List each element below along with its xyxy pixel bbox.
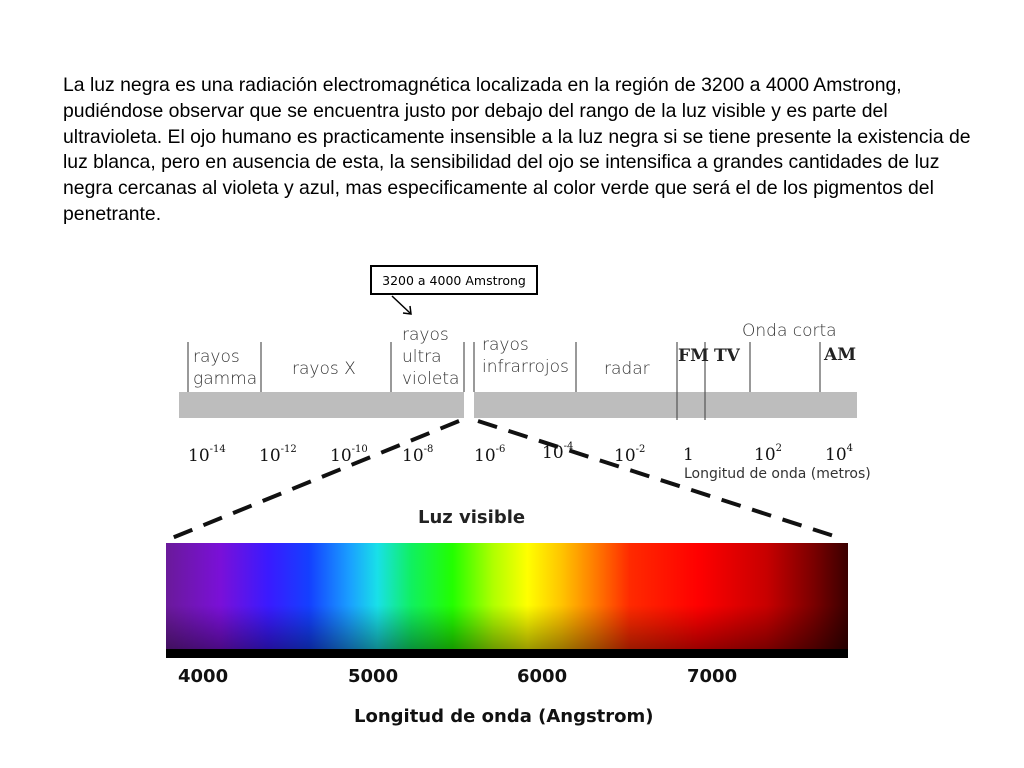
em-bar-left: [179, 392, 464, 418]
em-tick-7: $10^{-2}$: [614, 444, 646, 466]
band-label-gamma-line1: rayos: [193, 347, 240, 367]
band-label-uv-line1: rayos: [402, 325, 449, 345]
band-label-uv: [402, 325, 459, 389]
callout-arrow: [392, 296, 410, 313]
band-label-am: [823, 345, 856, 365]
band-label-tv-line1: TV: [714, 346, 740, 366]
band-label-fm-line1: FM: [678, 346, 709, 366]
band-label-uv-line2: ultra: [402, 347, 442, 367]
band-label-tv: [714, 346, 741, 366]
em-tick-9: $10^2$: [754, 443, 783, 465]
description-paragraph: La luz negra es una radiación electromagnética localizada en la región de 3200 a 4000 Amstrong, pudiéndose observar que se encuentra justo por debajo del rango de la luz visible y es parte del ultravioleta. El ojo humano es practicamente insensible a la luz negra si se tiene presente la existencia de luz blanca, pero en ausencia de esta, la sensibilidad del ojo se intensifica a grandes cantidades de luz negra cercanas al violeta y azul, mas especificamente al color verde que será el de los pigmentos del penetrante.: [63, 74, 971, 225]
band-label-radar-line1: radar: [604, 359, 650, 379]
visible-spectrum-shade: [166, 543, 848, 656]
band-label-uv-line3: violeta: [402, 369, 460, 389]
visible-tick-6000: 6000: [517, 666, 568, 687]
visible-tick-7000: 7000: [687, 666, 738, 687]
band-label-onda-corta: Onda corta: [742, 321, 837, 341]
callout-box: 3200 a 4000 Amstrong: [370, 265, 538, 295]
band-label-gamma-line2: gamma: [193, 369, 258, 389]
band-label-ir-line1: rayos: [482, 335, 529, 355]
visible-spectrum-scale-bar: [166, 649, 848, 658]
band-label-radar: [604, 359, 650, 379]
band-label-xray-line1: rayos X: [292, 359, 356, 379]
em-tick-4: $10^{-8}$: [402, 444, 434, 466]
band-label-xray: [292, 359, 356, 379]
em-tick-10: $10^4$: [825, 443, 854, 465]
em-axis-title: Longitud de onda (metros): [684, 466, 871, 482]
band-label-ir: [482, 335, 569, 377]
em-tick-2: $10^{-12}$: [259, 444, 297, 466]
band-label-fm: [678, 346, 709, 366]
em-ticks: [188, 441, 853, 466]
em-tick-6: $10^{-4}$: [542, 441, 574, 463]
band-label-ir-line2: infrarrojos: [482, 357, 569, 377]
band-label-gamma: [193, 347, 257, 389]
band-label-am-line1: AM: [824, 345, 857, 365]
visible-tick-4000: 4000: [178, 666, 229, 687]
em-tick-1: $10^{-14}$: [188, 444, 226, 466]
em-tick-8: 1: [683, 445, 694, 465]
em-tick-5: $10^{-6}$: [474, 444, 506, 466]
visible-title: Luz visible: [418, 507, 526, 528]
visible-axis-title: Longitud de onda (Angstrom): [354, 706, 654, 727]
em-bar-right: [474, 392, 857, 418]
zoom-line-left: [172, 421, 459, 538]
visible-tick-5000: 5000: [348, 666, 399, 687]
em-tick-3: $10^{-10}$: [330, 444, 368, 466]
